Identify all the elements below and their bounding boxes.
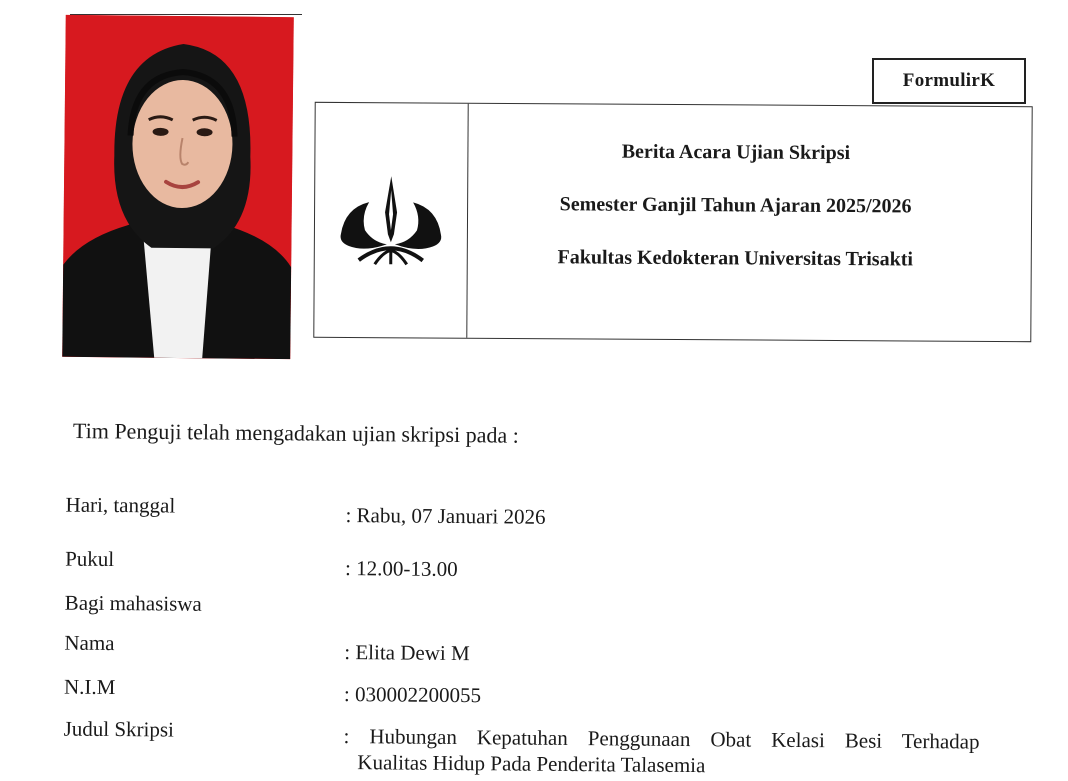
value-judul-line1: : Hubungan Kepatuhan Penggunaan Obat Kelasi Besi Terhadap [343, 724, 980, 754]
value-nim: : 030002200055 [343, 682, 482, 708]
value-judul [343, 723, 1003, 781]
trisakti-emblem-icon [335, 172, 448, 269]
label-nama: Nama [64, 630, 115, 656]
label-pukul: Pukul [65, 546, 115, 572]
value-hari-tanggal: : Rabu, 07 Januari 2026 [345, 503, 546, 529]
label-nim: N.I.M [63, 674, 116, 700]
label-hari-tanggal: Hari, tanggal [65, 492, 176, 518]
header-title: Berita Acara Ujian Skripsi [621, 140, 851, 165]
header-faculty: Fakultas Kedokteran Universitas Trisakti [557, 246, 914, 271]
header-box [313, 102, 1032, 342]
value-judul-line2: Kualitas Hidup Pada Penderita Talasemia [357, 750, 706, 778]
value-pukul: : 12.00-13.00 [344, 556, 458, 582]
student-photo [62, 15, 294, 359]
form-code: FormulirK [902, 70, 996, 91]
label-bagi-mahasiswa: Bagi mahasiswa [64, 590, 202, 616]
header-titles [467, 104, 1031, 341]
intro-text: Tim Penguji telah mengadakan ujian skripsi pada : [72, 418, 519, 448]
logo-cell [314, 103, 468, 338]
header-semester: Semester Ganjil Tahun Ajaran 2025/2026 [559, 193, 912, 218]
value-nama: : Elita Dewi M [344, 640, 470, 666]
label-judul: Judul Skripsi [63, 716, 175, 742]
form-code-box [872, 58, 1026, 104]
